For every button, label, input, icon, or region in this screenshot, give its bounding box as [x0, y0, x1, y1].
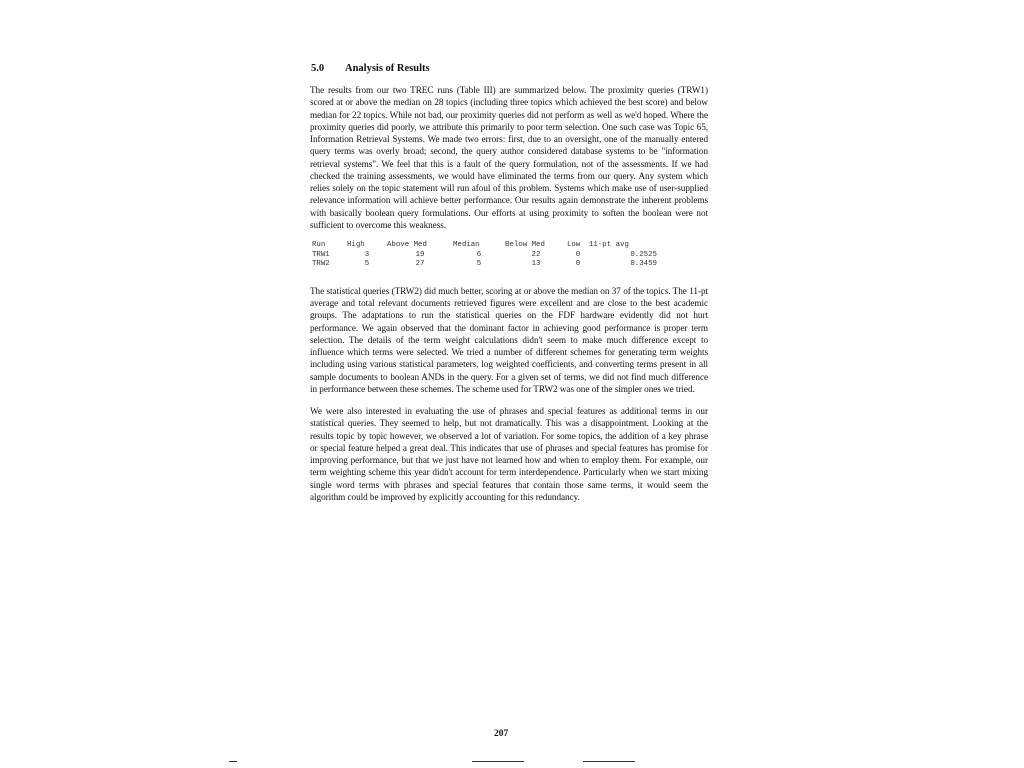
- cell-below-med: 13: [531, 260, 541, 269]
- section-number: 5.0: [311, 63, 325, 74]
- header-above-med: Above Med: [387, 241, 427, 249]
- cell-below-med: 22: [531, 250, 541, 259]
- header-high: High: [347, 241, 365, 249]
- page-number: 207: [494, 729, 509, 739]
- results-table: [312, 241, 657, 270]
- cell-median: 6: [476, 250, 482, 259]
- cell-above-med: 19: [415, 250, 425, 259]
- cell-above-med: 27: [415, 260, 425, 269]
- table-row: [312, 251, 657, 261]
- header-median: Median: [453, 241, 480, 249]
- footer-rule: [472, 761, 524, 762]
- cell-high: 5: [364, 260, 370, 269]
- cell-median: 5: [476, 260, 482, 269]
- cell-high: 3: [364, 250, 370, 259]
- cell-run: TRW2: [312, 260, 330, 269]
- cell-run: TRW1: [312, 250, 330, 259]
- footer-rule: [583, 761, 635, 762]
- paragraph-proximity-results: The results from our two TREC runs (Table III) are summarized below. The proximity queries (TRW1) scored at or above the median on 28 topics (including three topics which achieved the best score) and below median for 22 topics. While not bad, our proximity queries did not perform as well as we'd hoped. Where the proximity queries did poorly, we attribute this primarily to poor term selection. One such case was Topic 65, Information Retrieval Systems. We made two errors: first, due to an oversight, one of the manually entered query terms was overly broad; second, the query author considered database systems to be "information retrieval systems". We feel that this is a fault of the query formulation, not of the assessments. If we had checked the training assessments, we would have eliminated the terms from our query. Any system which relies solely on the topic statement will run afoul of this problem. Systems which make use of user-supplied relevance information will achieve better performance. Our results again demonstrate the inherent problems with basically boolean query formulations. Our efforts at using proximity to soften the boolean were not sufficient to overcome this weakness.: [310, 85, 708, 230]
- header-run: Run: [312, 241, 326, 249]
- cell-low: 0: [575, 250, 581, 259]
- table-header-row: [312, 241, 657, 251]
- section-title: Analysis of Results: [345, 63, 430, 74]
- header-low: Low: [567, 241, 581, 249]
- footer-rule: [229, 761, 237, 762]
- header-11pt-avg: 11-pt avg: [589, 241, 629, 249]
- paragraph-statistical-results: The statistical queries (TRW2) did much better, scoring at or above the median on 37 of the topics. The 11-pt average and total relevant documents retrieved figures were excellent and are close to the best academic groups. The adaptations to run the statistical queries on the FDF hardware evidently did not hurt performance. We again observed that the dominant factor in achieving good performance is proper term selection. The details of the term weight calculations didn't seem to make much difference except to influence which terms were selected. We tried a number of different schemes for generating term weights including using various statistical parameters, log weighted coefficients, and converting terms present in all sample documents to boolean ANDs in the query. For a given set of terms, we did not find much difference in performance between these schemes. The scheme used for TRW2 was one of the simpler ones we tried.: [310, 285, 708, 394]
- cell-11pt-avg: 0.3459: [630, 260, 657, 269]
- cell-low: 0: [575, 260, 581, 269]
- section-heading: [311, 62, 708, 76]
- paragraph-phrases-features: We were also interested in evaluating the use of phrases and special features as additional terms in our statistical queries. They seemed to help, but not dramatically. This was a disappointment. Looking at the results topic by topic however, we observed a lot of variation. For some topics, the addition of a key phrase or special feature helped a great deal. This indicates that use of phrases and special features has promise for improving performance, but that we just have not learned how and when to employ them. For example, our term weighting scheme this year didn't account for term interdependence. Particularly when we start mixing single word terms with phrases and special features that contain those same terms, it would seem the algorithm could be improved by explicitly accounting for this redundancy.: [310, 406, 708, 502]
- document-page: [310, 62, 708, 513]
- table-row: [312, 260, 657, 270]
- cell-11pt-avg: 0.2525: [630, 250, 657, 259]
- header-below-med: Below Med: [505, 241, 545, 249]
